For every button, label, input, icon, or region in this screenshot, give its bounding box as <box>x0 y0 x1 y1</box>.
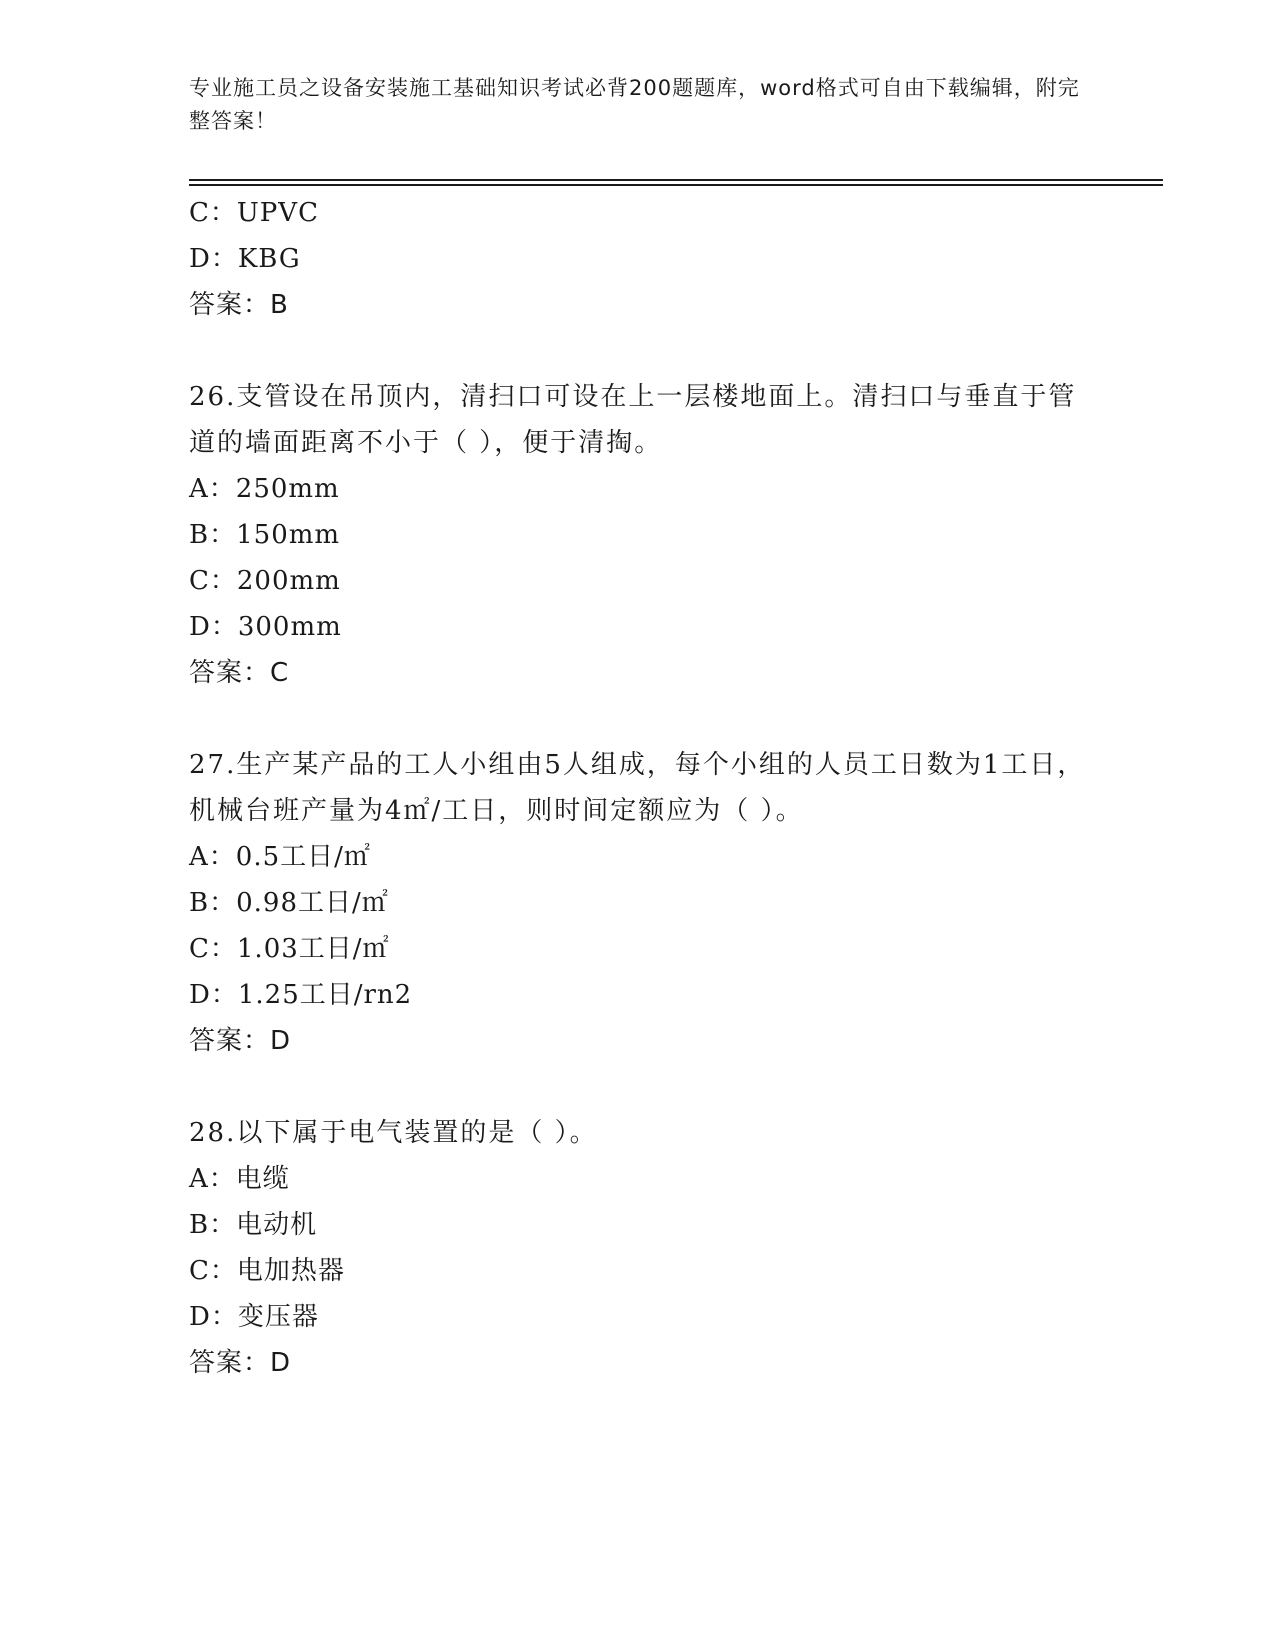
question-content <box>189 190 1089 1386</box>
option-d: D：1.25工日/rn2 <box>189 980 413 1010</box>
option-b: B：150mm <box>189 520 341 550</box>
question-text: 28.以下属于电气装置的是（ ）。 <box>189 1118 598 1148</box>
header-divider-top <box>189 179 1163 181</box>
option-c: C：电加热器 <box>189 1256 345 1286</box>
option-d: D：300mm <box>189 612 342 642</box>
header-divider-bottom <box>189 184 1163 186</box>
spacer <box>189 696 1089 742</box>
option-b: B：0.98工日/㎡ <box>189 888 389 918</box>
answer-line: 答案：D <box>189 1348 292 1378</box>
option-b: B：电动机 <box>189 1210 318 1240</box>
question-text: 26.支管设在吊顶内，清扫口可设在上一层楼地面上。清扫口与垂直于管道的墙面距离不小于（ ），便于清掏。 <box>189 382 1077 458</box>
question-text: 27.生产某产品的工人小组由5人组成，每个小组的人员工日数为1工日，机械台班产量为4㎡/工日，则时间定额应为（ ）。 <box>189 750 1086 826</box>
option-a: A：0.5工日/㎡ <box>189 842 371 872</box>
option-a: A：电缆 <box>189 1164 290 1194</box>
option-c: C：200mm <box>189 566 341 596</box>
spacer <box>189 1064 1089 1110</box>
option-d: D：变压器 <box>189 1302 319 1332</box>
answer-line: 答案：D <box>189 1026 292 1056</box>
answer-line: 答案：C <box>189 658 290 688</box>
option-c: C：UPVC <box>189 198 319 228</box>
spacer <box>189 328 1089 374</box>
page-header-title: 专业施工员之设备安装施工基础知识考试必背200题题库，word格式可自由下载编辑，附完整答案！ <box>189 76 1080 133</box>
answer-line: 答案：B <box>189 290 289 320</box>
option-d: D：KBG <box>189 244 301 274</box>
option-a: A：250mm <box>189 474 340 504</box>
option-c: C：1.03工日/㎡ <box>189 934 390 964</box>
